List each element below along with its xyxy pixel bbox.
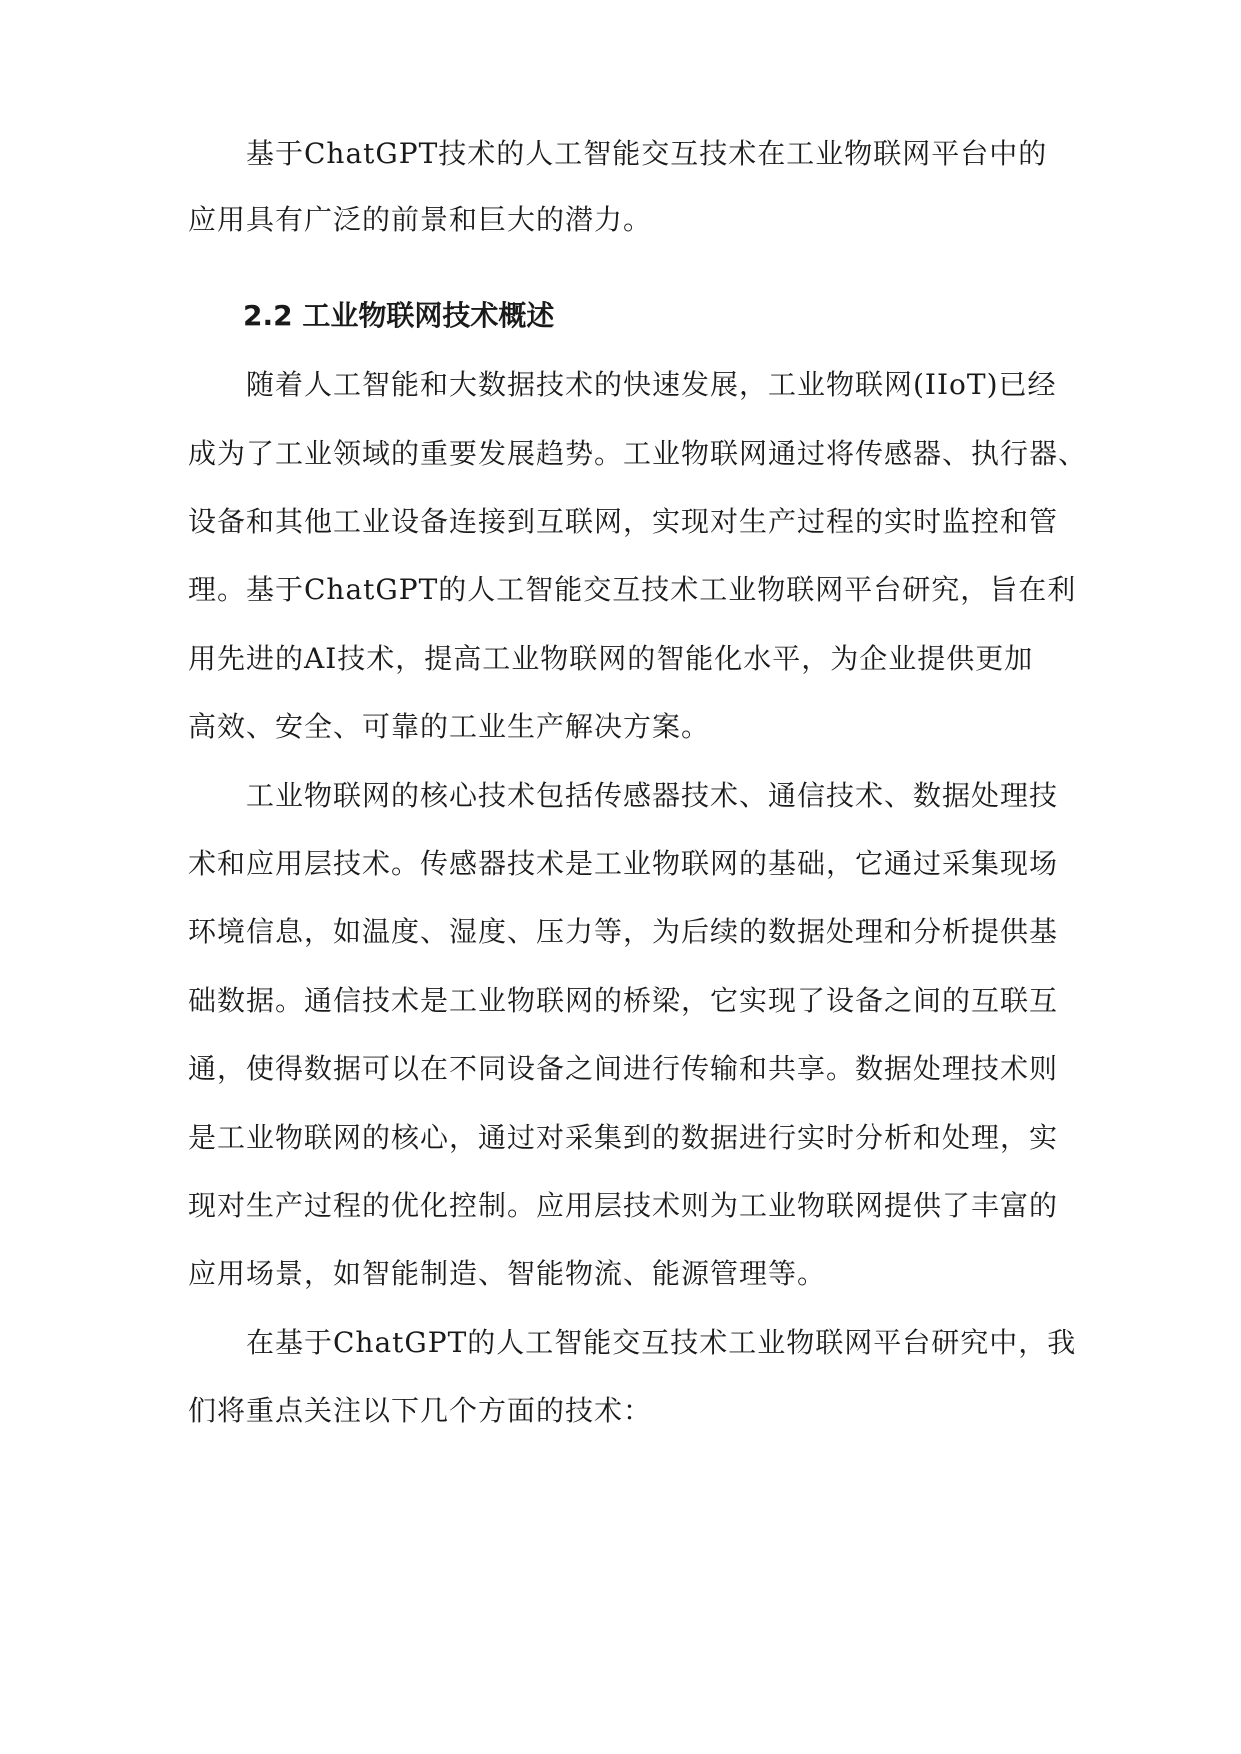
paragraph-line: 随着人工智能和大数据技术的快速发展，工业物联网(IIoT)已经 (246, 368, 1057, 401)
paragraph-line: 应用场景，如智能制造、智能物流、能源管理等。 (188, 1257, 827, 1290)
paragraph-line: 术和应用层技术。传感器技术是工业物联网的基础，它通过采集现场 (188, 847, 1059, 880)
paragraph-line: 础数据。通信技术是工业物联网的桥梁，它实现了设备之间的互联互 (188, 984, 1059, 1017)
paragraph-line: 理。基于ChatGPT的人工智能交互技术工业物联网平台研究，旨在利 (188, 573, 1077, 606)
paragraph-line: 是工业物联网的核心，通过对采集到的数据进行实时分析和处理，实 (188, 1121, 1059, 1154)
section-heading: 2.2 工业物联网技术概述 (243, 299, 555, 332)
paragraph-line: 现对生产过程的优化控制。应用层技术则为工业物联网提供了丰富的 (188, 1189, 1059, 1222)
paragraph-line: 在基于ChatGPT的人工智能交互技术工业物联网平台研究中，我 (246, 1326, 1077, 1359)
paragraph-line: 通，使得数据可以在不同设备之间进行传输和共享。数据处理技术则 (188, 1052, 1059, 1085)
paragraph-line: 成为了工业领域的重要发展趋势。工业物联网通过将传感器、执行器、 (188, 437, 1088, 470)
paragraph-line: 用先进的AI技术，提高工业物联网的智能化水平，为企业提供更加 (188, 642, 1034, 675)
paragraph-line: 应用具有广泛的前景和巨大的潜力。 (188, 203, 653, 236)
paragraph-line: 工业物联网的核心技术包括传感器技术、通信技术、数据处理技 (246, 779, 1059, 812)
paragraph-line: 基于ChatGPT技术的人工智能交互技术在工业物联网平台中的 (246, 137, 1048, 170)
paragraph-line: 环境信息，如温度、湿度、压力等，为后续的数据处理和分析提供基 (188, 915, 1059, 948)
paragraph-line: 设备和其他工业设备连接到互联网，实现对生产过程的实时监控和管 (188, 505, 1059, 538)
paragraph-line: 们将重点关注以下几个方面的技术： (188, 1394, 653, 1427)
paragraph-line: 高效、安全、可靠的工业生产解决方案。 (188, 710, 711, 743)
